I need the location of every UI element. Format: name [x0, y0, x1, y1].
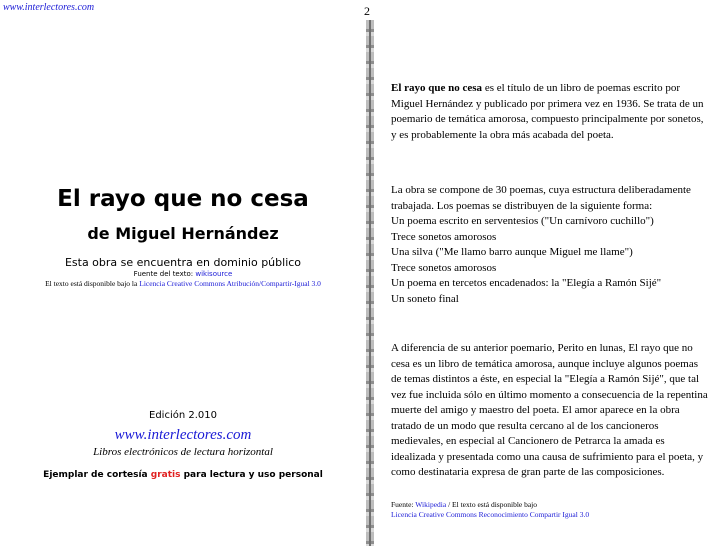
- structure-paragraph: [391, 183, 709, 307]
- courtesy-free: gratis: [150, 470, 181, 480]
- structure-line: Una silva ("Me llamo barro aunque Miguel me llame"): [391, 246, 633, 258]
- site-subtitle: Libros electrónicos de lectura horizontal: [93, 446, 273, 458]
- book-author: de Miguel Hernández: [87, 224, 279, 243]
- structure-line: Un poema en tercetos encadenados: la "Elegía a Ramón Sijé": [391, 277, 662, 289]
- page-number: 2: [364, 4, 370, 18]
- comparison-paragraph: A diferencia de su anterior poemario, Perito en lunas, El rayo que no cesa es un libro de temática amorosa, aunque incluye algunos poemas de temas distintos a éste, en especial la "Elegía a Ramón Sijé", que tal vez fue incluida sólo en último momento a consecuencia de la repentina muerte del amigo y maestro del poeta. El amor aparece en la obra tratado de un modo que resulta cercano al de los cancioneros medievales, en especial al Cancionero de Petrarca la amada es idealizada y presentada como una causa de sufrimiento para el poeta, y como destinataria expresa de gran parte de las composiciones.: [391, 342, 708, 478]
- footer-separator: /: [448, 500, 451, 509]
- edition-label: Edición 2.010: [149, 410, 217, 421]
- footer-available: El texto está disponible bajo: [452, 500, 538, 509]
- footer-license-link[interactable]: Licencia Creative Commons Reconocimiento Compartir Igual 3.0: [391, 510, 590, 519]
- footer-line-1: [391, 500, 711, 510]
- structure-line: Trece sonetos amorosos: [391, 261, 497, 274]
- license-notice: [0, 279, 366, 288]
- wikisource-link[interactable]: wikisource: [195, 270, 233, 278]
- text-source-label: Fuente del texto:: [133, 270, 194, 278]
- intro-paragraph: [391, 81, 709, 143]
- structure-line: La obra se compone de 30 poemas, cuya estructura deliberadamente trabajada. Los poemas se distribuyen de la siguiente forma:: [391, 184, 691, 212]
- public-domain-notice: Esta obra se encuentra en dominio público: [64, 256, 302, 269]
- footer-source-label: Fuente:: [391, 500, 414, 509]
- book-spine-line: [369, 20, 371, 546]
- license-prefix: El texto está disponible bajo la: [45, 279, 138, 288]
- structure-line: Trece sonetos amorosos: [391, 230, 497, 243]
- structure-line: Un poema escrito en serventesios ("Un carnívoro cuchillo"): [391, 215, 654, 227]
- header-site-url[interactable]: www.interlectores.com: [3, 2, 95, 13]
- wikipedia-link[interactable]: Wikipedia: [415, 500, 447, 509]
- intro-title-bold: El rayo que no cesa: [391, 82, 483, 94]
- license-link[interactable]: Licencia Creative Commons Atribución/Compartir-Igual 3.0: [139, 279, 321, 288]
- courtesy-notice: [0, 470, 366, 480]
- courtesy-after: para lectura y uso personal: [183, 470, 323, 480]
- book-title: El rayo que no cesa: [57, 186, 309, 212]
- structure-line: Un soneto final: [391, 292, 459, 305]
- text-source: [0, 270, 366, 278]
- intro-text: es el título de un libro de poemas escrito por Miguel Hernández y publicado por primera vez en 1936. Se trata de un poemario de temática amorosa, compuesto principalmente por sonetos, y es probablemente la obra más acabada del poeta.: [391, 82, 704, 141]
- courtesy-before: Ejemplar de cortesía: [43, 470, 148, 480]
- site-link[interactable]: www.interlectores.com: [114, 427, 252, 443]
- footer-credits: [391, 500, 711, 520]
